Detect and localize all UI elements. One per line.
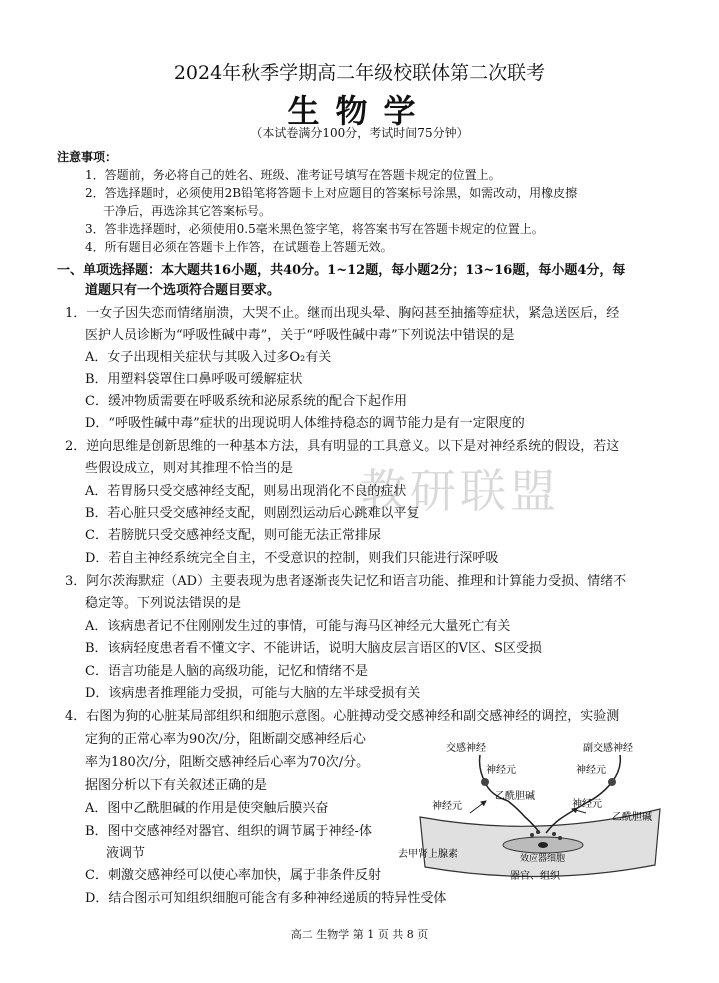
notice-item: 2．答选择题时，必须使用2B铅笔将答题卡上对应题目的答案标号涂黑，如需改动，用橡皮擦 [85, 186, 578, 200]
notice-heading: 注意事项： [57, 150, 118, 164]
label-parasympathetic: 副交感神经 [583, 743, 633, 754]
subject-title: 生物学 [287, 92, 432, 130]
question-4-option-a: A．图中乙酰胆碱的作用是使突触后膜兴奋 [85, 801, 329, 816]
page-footer: 高二 生物学 第 1 页 共 8 页 [290, 928, 429, 941]
question-3-option-b: B．该病轻度患者看不懂文字、不能讲话，说明大脑皮层言语区的V区、S区受损 [85, 641, 542, 656]
label-acetylcholine: 乙酰胆碱 [495, 791, 535, 802]
section-heading-cont: 道题只有一个选项符合题目要求。 [85, 283, 281, 298]
question-2-option-a: A．若胃肠只受交感神经支配，则易出现消化不良的症状 [85, 484, 407, 499]
question-1-option-b: B．用塑料袋罩住口鼻呼吸可缓解症状 [85, 372, 303, 387]
question-2-stem: 2．逆向思维是创新思维的一种基本方法，具有明显的工具意义。以下是对神经系统的假设，若这 [65, 439, 620, 454]
question-3-stem-cont: 稳定等。下列说法错误的是 [85, 596, 242, 611]
label-neuron: 神经元 [572, 799, 602, 810]
heart-tissue-diagram [390, 737, 680, 887]
label-neuron: 神经元 [576, 765, 606, 776]
question-3-option-d: D．该病患者推理能力受损，可能与大脑的左半球受损有关 [85, 686, 421, 701]
label-neuron: 神经元 [432, 801, 462, 812]
question-2-stem-cont: 些假设成立，则对其推理不恰当的是 [85, 461, 294, 476]
question-4-option-c: C．刺激交感神经可以使心率加快，属于非条件反射 [85, 868, 381, 883]
question-4-stem-cont: 据图分析以下有关叙述正确的是 [85, 778, 268, 793]
question-4-stem-cont: 定狗的正常心率为90次/分，阻断副交感神经后心 [85, 732, 366, 747]
question-3-option-c: C．语言功能是人脑的高级功能，记忆和情绪不是 [85, 664, 368, 679]
question-1-option-d: D．“呼吸性碱中毒”症状的出现说明人体维持稳态的调节能力是有一定限度的 [85, 416, 525, 431]
question-1-option-a: A．女子出现相关症状与其吸入过多O₂有关 [85, 350, 332, 365]
label-norepinephrine: 去甲肾上腺素 [398, 849, 458, 860]
question-1-stem: 1．一女子因失恋而情绪崩溃，大哭不止。继而出现头晕、胸闷甚至抽搐等症状，紧急送医后，经 [65, 306, 620, 321]
question-3-stem: 3．阿尔茨海默症（AD）主要表现为患者逐渐丧失记忆和语言功能、推理和计算能力受损、情绪不 [65, 574, 627, 589]
label-effector-cell: 效应器细胞 [520, 854, 566, 864]
question-4-option-b: B．图中交感神经对器官、组织的调节属于神经-体 [85, 824, 372, 839]
notice-item: 1．答题前，务必将自己的姓名、班级、准考证号填写在答题卡规定的位置上。 [85, 168, 501, 182]
question-4-option-b-cont: 液调节 [106, 846, 146, 861]
exam-meta: （本试卷满分100分，考试时间75分钟） [250, 126, 469, 140]
label-acetylcholine: 乙酰胆碱 [612, 812, 652, 823]
label-organ-tissue: 器官、组织 [510, 871, 560, 882]
question-2-option-b: B．若心脏只受交感神经支配，则剧烈运动后心跳难以平复 [85, 506, 420, 521]
notice-item: 干净后，再选涂其它答案标号。 [103, 204, 272, 218]
section-heading: 一、单项选择题：本大题共16小题，共40分。1~12题，每小题2分；13~16题，每小题4分，每 [57, 263, 626, 278]
question-4-stem-cont: 率为180次/分，阻断交感神经后心率为70次/分。 [85, 755, 370, 770]
question-1-option-c: C．缓冲物质需要在呼吸系统和泌尿系统的配合下起作用 [85, 394, 407, 409]
label-sympathetic: 交感神经 [446, 743, 486, 754]
question-4-option-d: D．结合图示可知组织细胞可能含有多种神经递质的特异性受体 [85, 891, 447, 906]
neuron-dot [608, 778, 616, 786]
question-2-option-d: D．若自主神经系统完全自主，不受意识的控制，则我们只能进行深呼吸 [85, 551, 499, 566]
exam-title: 2024年秋季学期高二年级校联体第二次联考 [173, 62, 546, 84]
question-3-option-a: A．该病患者记不住刚刚发生过的事情，可能与海马区神经元大量死亡有关 [85, 619, 511, 634]
question-1-stem-cont: 医护人员诊断为“呼吸性碱中毒”，关于“呼吸性碱中毒”下列说法中错误的是 [85, 328, 515, 343]
question-4-stem: 4．右图为狗的心脏某局部组织和细胞示意图。心脏搏动受交感神经和副交感神经的调控，实验测 [65, 709, 620, 724]
watermark: 教研联盟 [360, 464, 560, 518]
notice-item: 4．所有题目必须在答题卡上作答，在试题卷上答题无效。 [85, 240, 393, 254]
neuron-dot [481, 778, 489, 786]
notice-item: 3．答非选择题时，必须使用0.5毫米黑色签字笔，将答案书写在答题卡规定的位置上。 [85, 222, 544, 236]
label-neuron: 神经元 [486, 765, 516, 776]
question-2-option-c: C．若膀胱只受交感神经支配，则可能无法正常排尿 [85, 528, 381, 543]
